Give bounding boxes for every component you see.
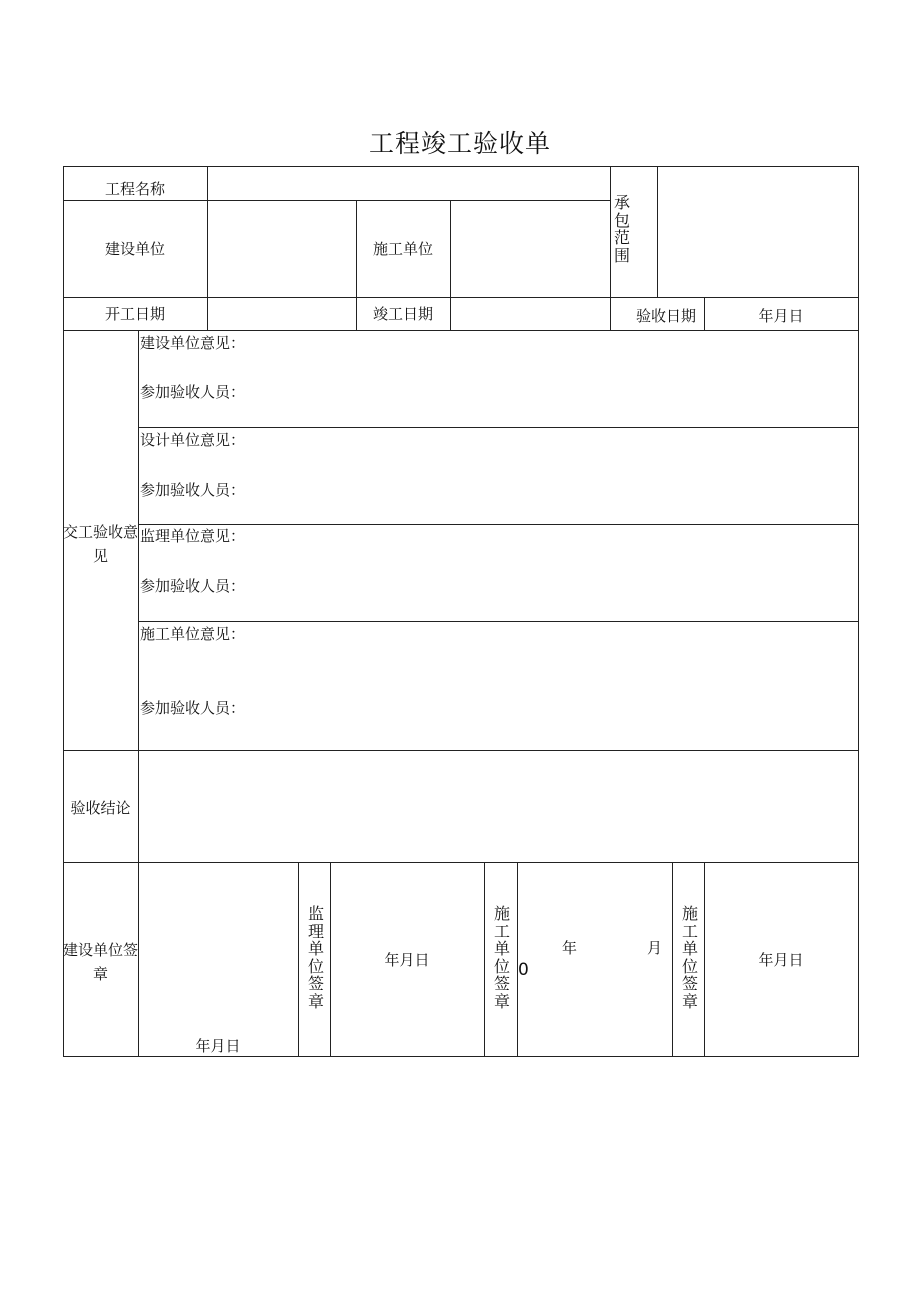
rule-row2 xyxy=(63,297,859,298)
rule-opinion1 xyxy=(138,427,859,428)
supervisor-personnel-label: 参加验收人员： xyxy=(140,577,246,595)
conclusion-label: 验收结论 xyxy=(70,799,131,817)
rule-opinion-end xyxy=(63,750,859,751)
construction2-signature-date: 年月日 xyxy=(758,951,804,969)
construction-personnel-label: 参加验收人员： xyxy=(140,699,246,717)
rule-row1 xyxy=(63,200,611,201)
construction-signature-zero: 0 xyxy=(518,960,529,980)
construction-unit-label: 施工单位 xyxy=(372,240,433,258)
design-personnel-label: 参加验收人员： xyxy=(140,481,246,499)
completion-date-label: 竣工日期 xyxy=(372,305,433,323)
rule-left xyxy=(63,166,64,1057)
construction2-signature-label: 施工单位签章 xyxy=(681,904,698,1011)
client-opinion-label: 建设单位意见： xyxy=(140,334,246,352)
rule-sig-1 xyxy=(298,862,299,1057)
construction-signature-month: 月 xyxy=(647,939,663,957)
supervisor-signature-date: 年月日 xyxy=(384,951,430,969)
rule-sig-3 xyxy=(484,862,485,1057)
client-unit-label: 建设单位 xyxy=(104,240,165,258)
supervisor-opinion-label: 监理单位意见： xyxy=(140,527,246,545)
rule-col-c xyxy=(450,200,451,330)
construction-opinion-label: 施工单位意见： xyxy=(140,625,246,643)
acceptance-date-label: 验收日期 xyxy=(636,307,697,325)
project-name-label: 工程名称 xyxy=(104,180,165,198)
client-personnel-label: 参加验收人员： xyxy=(140,383,246,401)
rule-col-a xyxy=(207,166,208,330)
contract-scope-label: 承包范围 xyxy=(613,193,630,265)
client-signature-label: 建设单位签章 xyxy=(63,941,139,983)
opinion-section-label: 交工验收意见 xyxy=(63,523,139,565)
construction-signature-year: 年 xyxy=(562,939,578,957)
start-date-label: 开工日期 xyxy=(104,305,165,323)
rule-right xyxy=(858,166,859,1057)
supervisor-signature-label: 监理单位签章 xyxy=(307,904,324,1011)
rule-top xyxy=(63,166,859,167)
acceptance-date-value: 年月日 xyxy=(758,307,804,325)
rule-bottom xyxy=(63,1056,859,1057)
rule-label-col xyxy=(138,330,139,1057)
rule-col-e xyxy=(657,166,658,297)
rule-sig-5 xyxy=(672,862,673,1057)
document-title: 工程竣工验收单 xyxy=(368,129,551,158)
rule-row3 xyxy=(63,330,859,331)
rule-conclusion-end xyxy=(63,862,859,863)
rule-opinion3 xyxy=(138,621,859,622)
rule-opinion2 xyxy=(138,524,859,525)
construction-signature-label: 施工单位签章 xyxy=(493,904,510,1011)
client-signature-date: 年月日 xyxy=(195,1037,241,1055)
design-opinion-label: 设计单位意见： xyxy=(140,431,246,449)
